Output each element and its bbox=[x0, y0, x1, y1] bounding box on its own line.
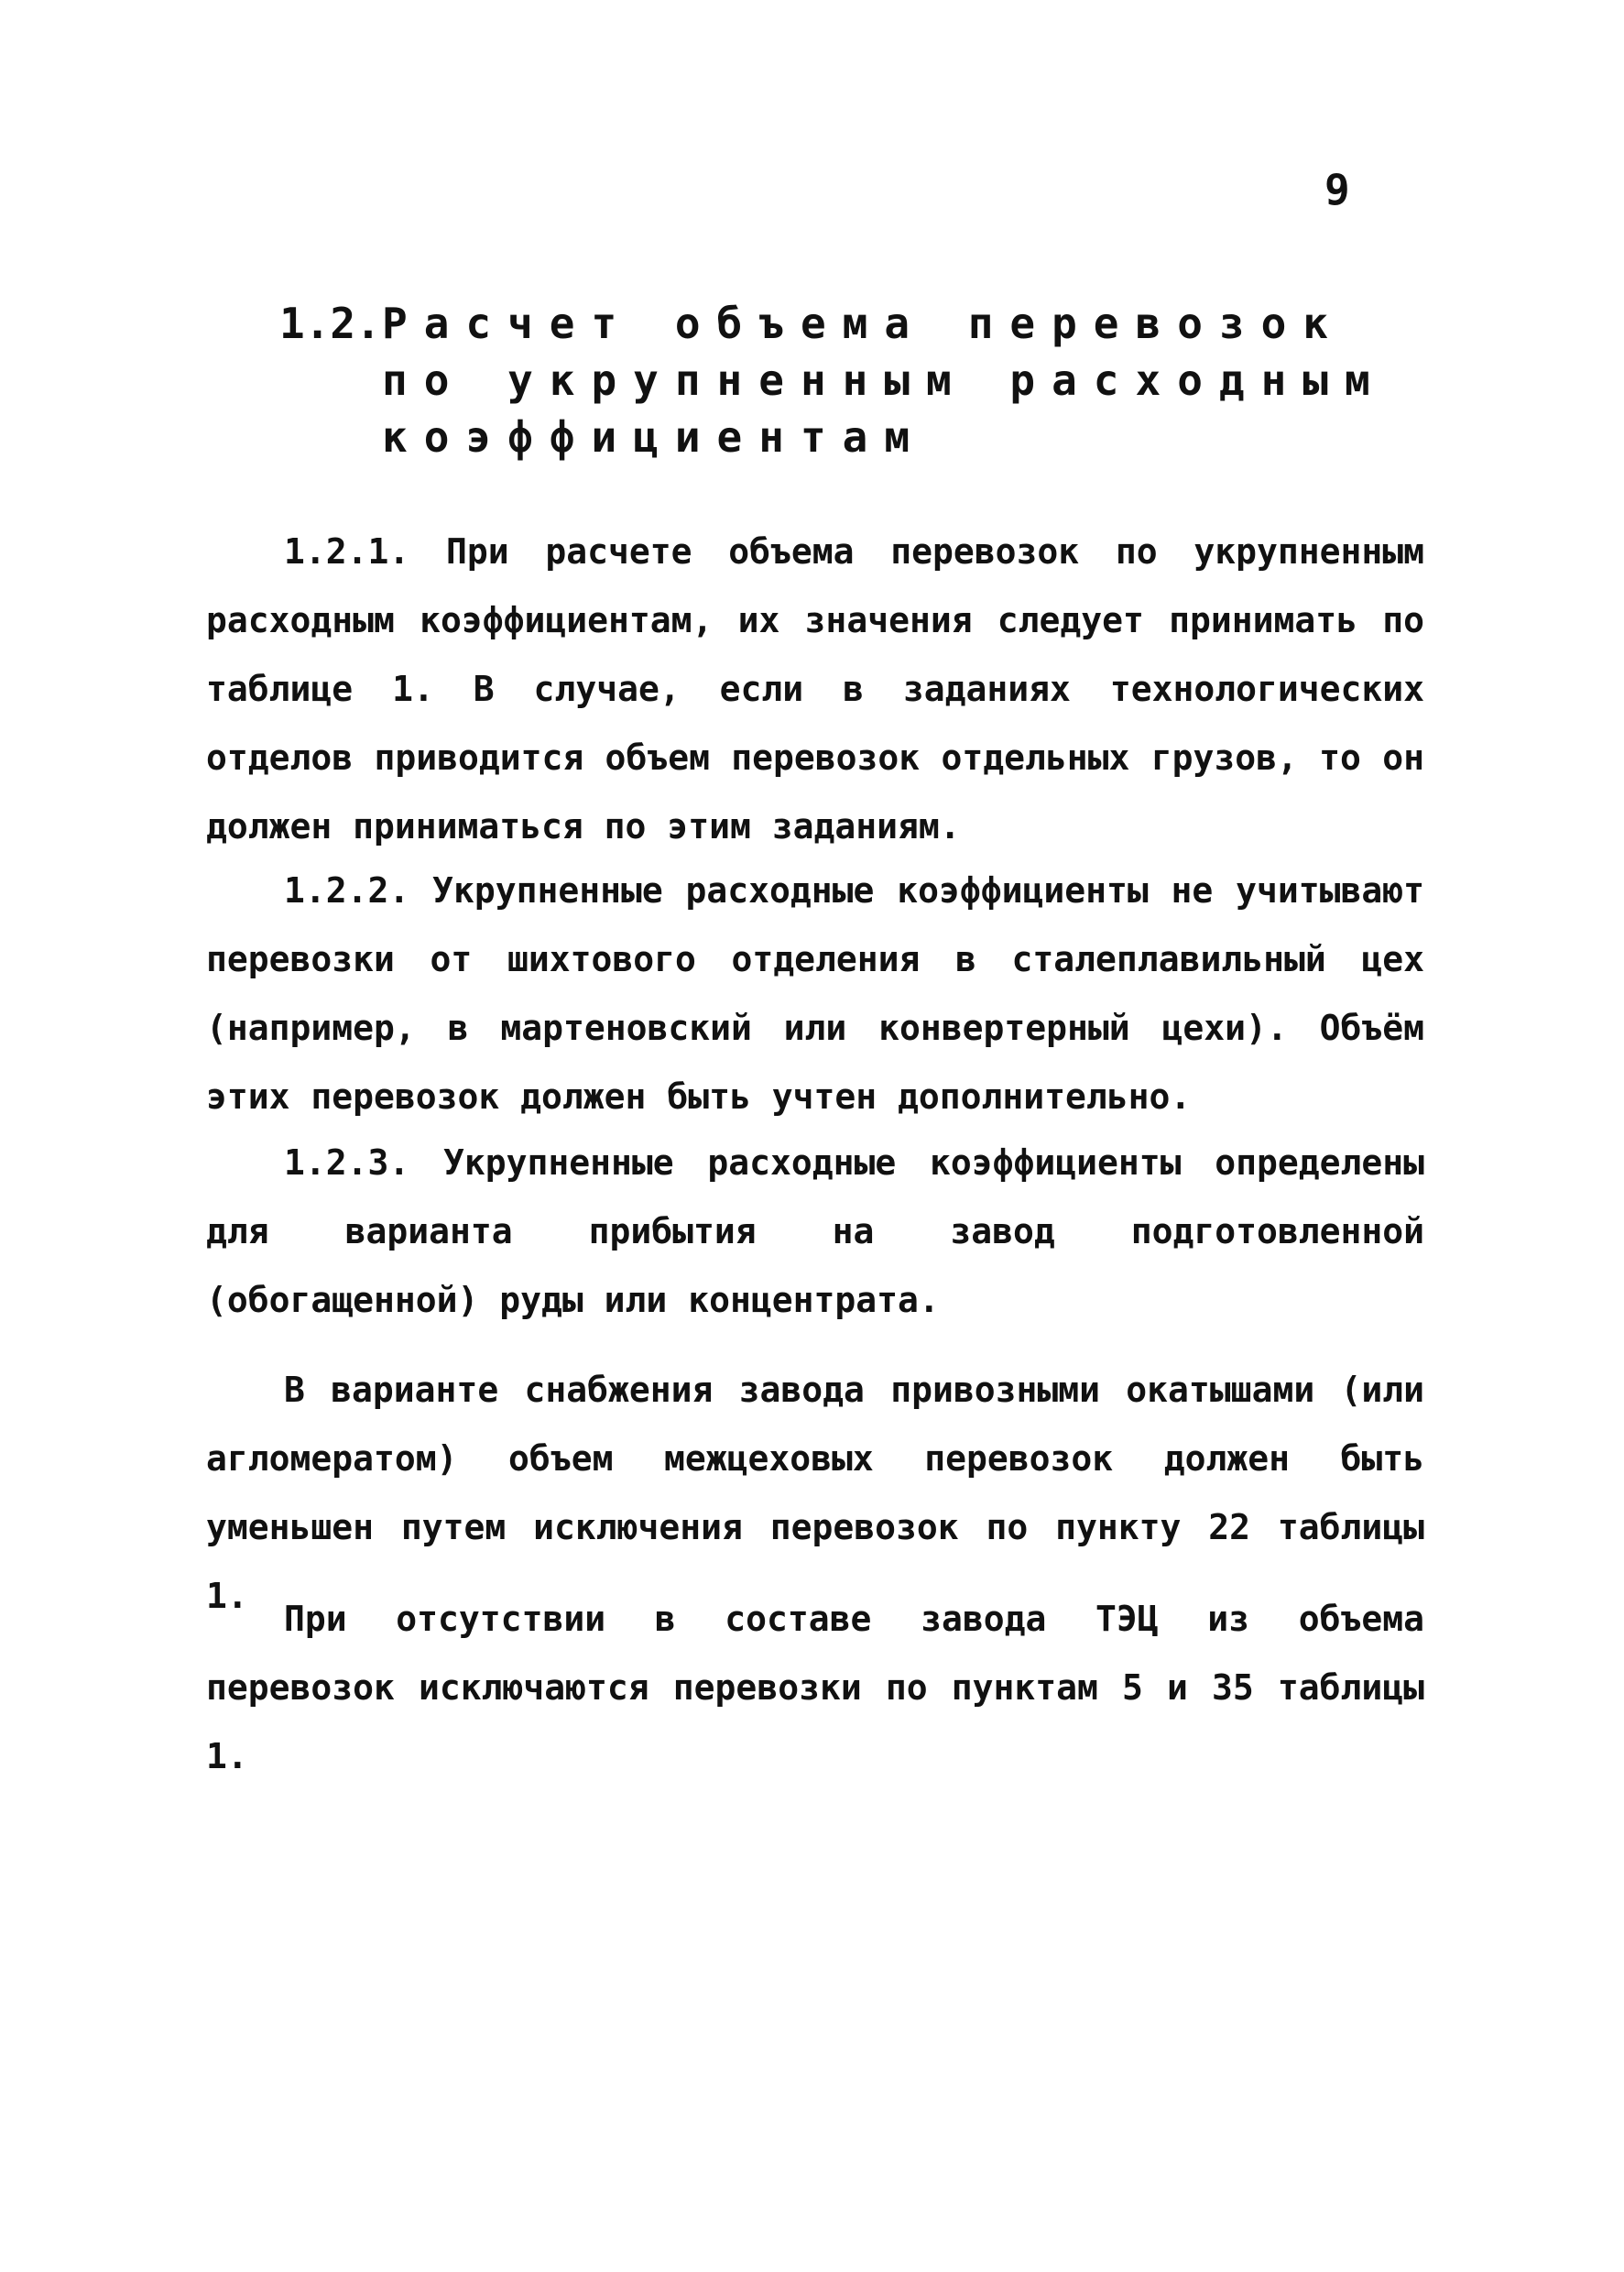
section-title-line-3: коэффициентам bbox=[382, 412, 927, 462]
paragraph-1-2-3: 1.2.3. Укрупненные расходные коэффициенты определены для варианта прибытия на завод подготовленной (обогащенной) руды или концентрата. bbox=[206, 1142, 1424, 1320]
paragraph-1-2-1: 1.2.1. При расчете объема перевозок по укрупненным расходным коэффициентам, их значения следует принимать по таблице 1. В случае, если в заданиях технологических отделов приводится объем перевозок отдельных грузов, то он должен приниматься по этим заданиям. bbox=[206, 531, 1424, 847]
section-title-line-1: Расчет объема перевозок bbox=[382, 299, 1345, 348]
section-title-line-2: по укрупненным расходным bbox=[382, 355, 1387, 405]
paragraph-pellets-variant: В варианте снабжения завода привозными окатышами (или агломератом) объем межцеховых перевозок должен быть уменьшен путем исключения перевозок по пункту 22 таблицы 1. bbox=[206, 1370, 1424, 1616]
paragraph-tec-absence: При отсутствии в составе завода ТЭЦ из объема перевозок исключаются перевозки по пунктам 5 и 35 таблицы 1. bbox=[206, 1599, 1424, 1776]
page-number: 9 bbox=[1324, 165, 1350, 214]
section-number: 1.2. bbox=[279, 299, 381, 348]
paragraph-1-2-2: 1.2.2. Укрупненные расходные коэффициенты не учитывают перевозки от шихтового отделения в сталеплавильный цех (например, в мартеновский или конвертерный цехи). Объём этих перевозок должен быть учтен дополнительно. bbox=[206, 870, 1424, 1117]
